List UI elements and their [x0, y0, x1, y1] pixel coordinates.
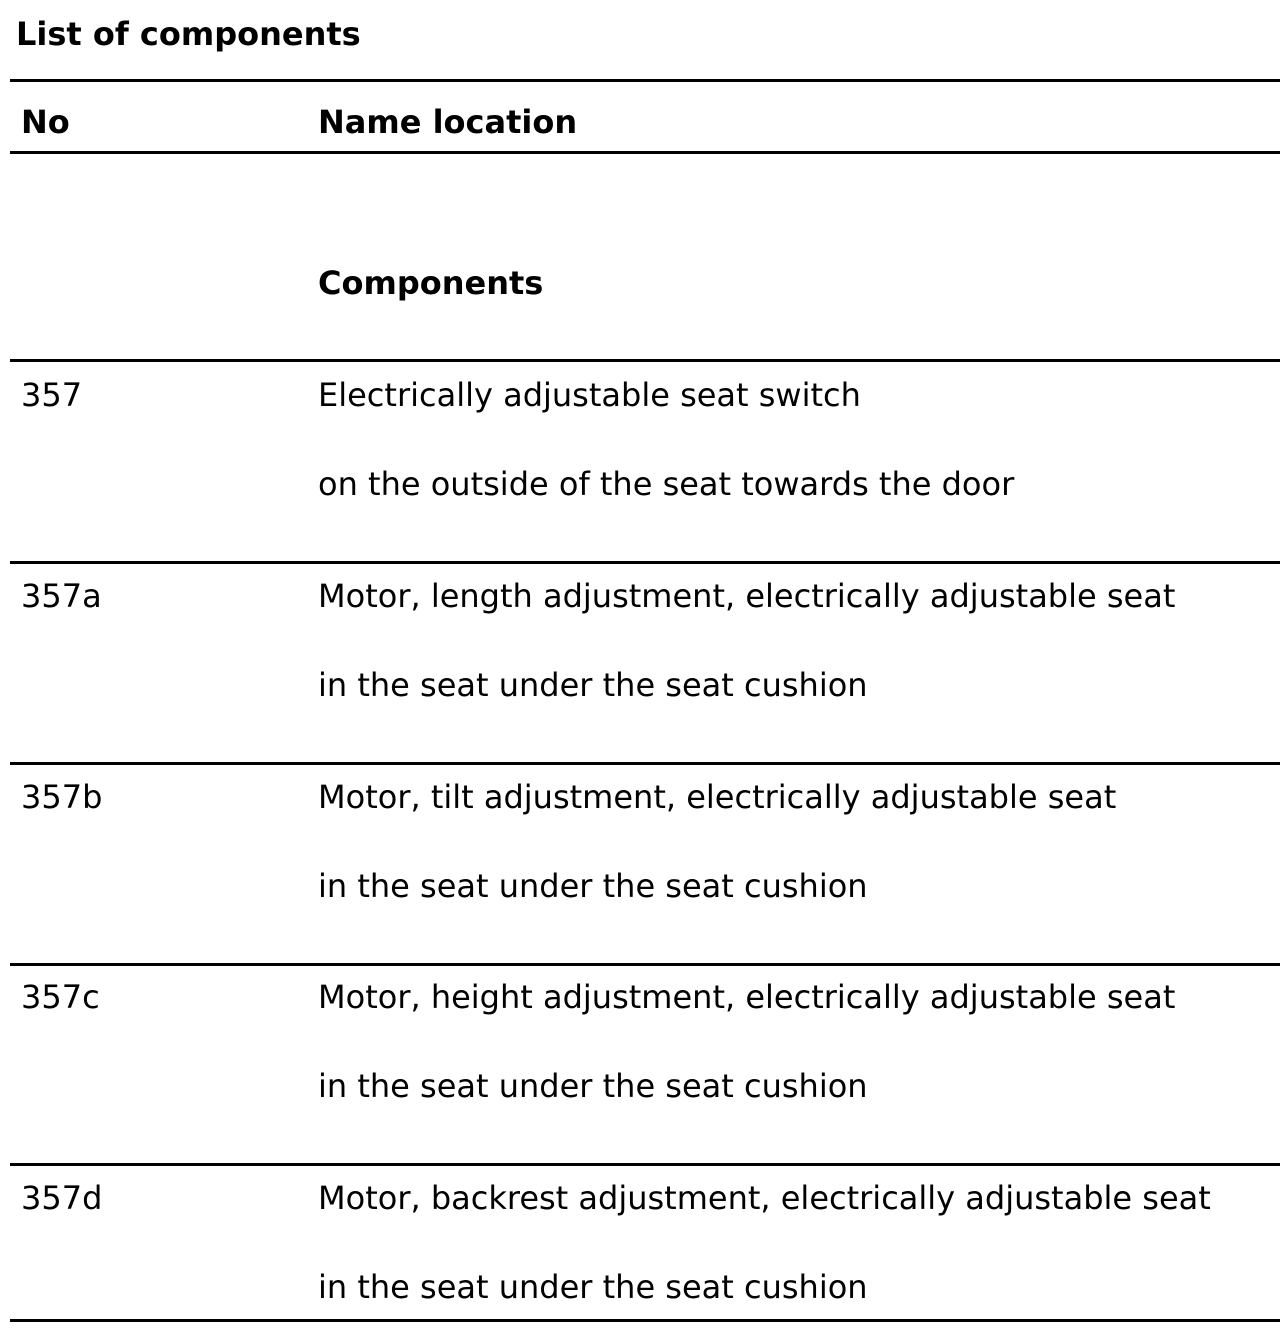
document-title: List of components	[16, 15, 361, 53]
component-name: Motor, length adjustment, electrically adjustable seat	[318, 577, 1176, 615]
section-heading: Components	[318, 264, 544, 302]
component-number: 357b	[21, 778, 103, 816]
component-number: 357c	[21, 978, 100, 1016]
component-location: on the outside of the seat towards the door	[318, 465, 1015, 503]
header-bottom-rule	[10, 151, 1280, 154]
component-location: in the seat under the seat cushion	[318, 666, 868, 704]
component-location: in the seat under the seat cushion	[318, 1067, 868, 1105]
component-number: 357a	[21, 577, 102, 615]
component-name: Motor, backrest adjustment, electrically adjustable seat	[318, 1179, 1211, 1217]
table-top-rule	[10, 79, 1280, 82]
component-name: Motor, height adjustment, electrically adjustable seat	[318, 978, 1176, 1016]
row-divider	[10, 561, 1280, 564]
column-header-no: No	[21, 103, 70, 141]
component-location: in the seat under the seat cushion	[318, 867, 868, 905]
table-bottom-rule	[10, 1319, 1280, 1322]
column-header-name-location: Name location	[318, 103, 578, 141]
component-location: in the seat under the seat cushion	[318, 1268, 868, 1306]
component-name: Motor, tilt adjustment, electrically adjustable seat	[318, 778, 1117, 816]
row-divider	[10, 762, 1280, 765]
component-name: Electrically adjustable seat switch	[318, 376, 861, 414]
component-number: 357d	[21, 1179, 103, 1217]
component-number: 357	[21, 376, 83, 414]
section-bottom-rule	[10, 359, 1280, 362]
row-divider	[10, 1163, 1280, 1166]
row-divider	[10, 963, 1280, 966]
